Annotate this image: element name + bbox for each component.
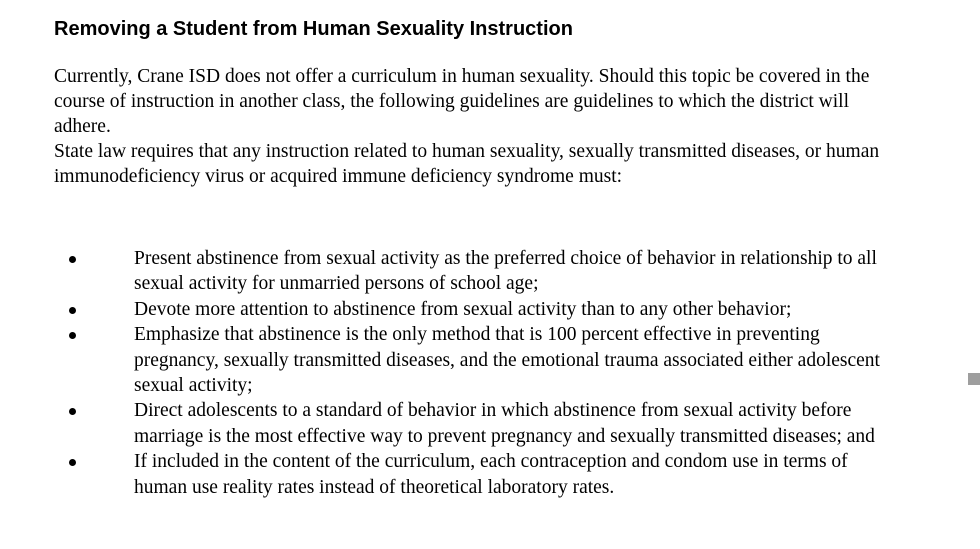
- list-item: [0, 322, 900, 398]
- list-item: [0, 398, 900, 449]
- scroll-tab[interactable]: [968, 373, 980, 385]
- list-item-text: Direct adolescents to a standard of behavior in which abstinence from sexual activity before marriage is the most effective way to prevent pregnancy and sexually transmitted diseases; and: [134, 400, 875, 447]
- list-item-text: If included in the content of the curriculum, each contraception and condom use in terms of human use reality rates instead of theoretical laboratory rates.: [134, 451, 848, 498]
- bullet-icon: [69, 332, 76, 339]
- list-item: [0, 297, 900, 322]
- intro-paragraph-2: State law requires that any instruction related to human sexuality, sexually transmitted diseases, or human immunodeficiency virus or acquired immune deficiency syndrome must:: [54, 141, 880, 187]
- section-heading: Removing a Student from Human Sexuality Instruction: [54, 18, 573, 40]
- bullet-icon: [69, 459, 76, 466]
- list-item-text: Present abstinence from sexual activity as the preferred choice of behavior in relationship to all sexual activity for unmarried persons of school age;: [134, 248, 877, 295]
- bullet-icon: [69, 307, 76, 314]
- bullet-icon: [69, 256, 76, 263]
- list-item-text: Emphasize that abstinence is the only method that is 100 percent effective in preventing pregnancy, sexually transmitted diseases, and the emotional trauma associated either adolescent sexual activity;: [134, 324, 880, 397]
- list-item: [0, 449, 900, 500]
- bullet-icon: [69, 408, 76, 415]
- intro-paragraph-1: Currently, Crane ISD does not offer a curriculum in human sexuality. Should this topic be covered in the course of instruction in another class, the following guidelines are guidelines to which the district will adhere.: [54, 66, 870, 137]
- list-item: [0, 246, 900, 297]
- requirements-list: [0, 246, 900, 500]
- intro-text: [54, 64, 884, 189]
- list-item-text: Devote more attention to abstinence from sexual activity than to any other behavior;: [134, 298, 792, 320]
